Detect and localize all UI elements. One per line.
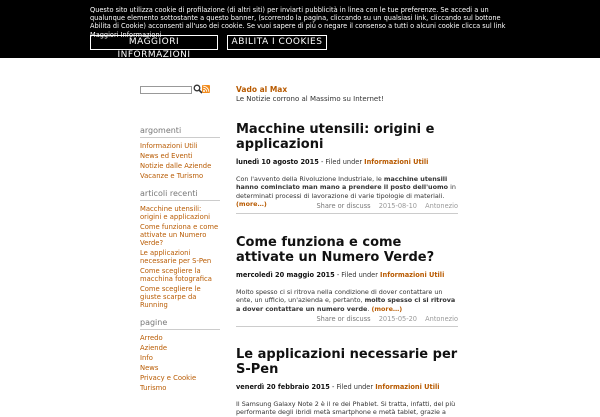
sidebar-link[interactable]: Turismo: [140, 384, 167, 392]
post: [236, 122, 458, 209]
post-date: mercoledì 20 maggio 2015: [236, 271, 335, 279]
sidebar-link[interactable]: Come funziona e come attivate un Numero Verde?: [140, 223, 219, 247]
sidebar-link[interactable]: News: [140, 364, 159, 372]
excerpt-text: .: [367, 304, 370, 313]
sidebar-heading: pagine: [140, 318, 220, 330]
post-category[interactable]: Informazioni Utili: [380, 271, 445, 279]
sidebar-link[interactable]: News ed Eventi: [140, 152, 193, 160]
sidebar-link[interactable]: Privacy e Cookie: [140, 374, 197, 382]
search-input[interactable]: [140, 86, 192, 94]
share-discuss-link[interactable]: Share or discuss: [316, 315, 371, 323]
post: [236, 235, 458, 323]
sidebar-link[interactable]: Come scegliere le giuste scarpe da Running: [140, 285, 201, 309]
post: [236, 347, 458, 417]
post-title[interactable]: Come funziona e come attivate un Numero Verde?: [236, 235, 435, 265]
excerpt-bold: macchine utensili hanno cominciato man mano a prendere il posto dell'uomo: [236, 175, 449, 192]
sidebar-link[interactable]: Come scegliere la macchina fotografica: [140, 267, 212, 283]
post-meta: [236, 158, 458, 166]
sidebar-link[interactable]: Macchine utensili: origini e applicazioni: [140, 205, 211, 221]
post-meta: [236, 271, 458, 279]
sidebar-heading: argomenti: [140, 126, 220, 138]
sidebar-pagine: [140, 318, 220, 392]
sidebar-link[interactable]: Info: [140, 354, 153, 362]
post-short-date: 2015-08-10: [378, 202, 418, 210]
cookie-text: Questo sito utilizza cookie di profilazione (di altri siti) per inviarti pubblicità in linea con le tue preferenze. Se accedi a un qualunque elemento sottostante a questo banner, (scorrendo la pagina, cliccando su un qualsiasi link, cliccando sul bottone Abilita di Cookie) acconsenti all'uso dei cookie. Se vuoi sapere di più o negare il consenso a tutti o alcuni cookie clicca sul link Maggiori Informazioni: [90, 6, 506, 39]
more-link[interactable]: (more…): [371, 304, 403, 313]
more-info-button[interactable]: MAGGIORI INFORMAZIONI: [90, 35, 218, 50]
post-short-date: 2015-05-20: [378, 315, 418, 323]
post-category[interactable]: Informazioni Utili: [364, 158, 429, 166]
sidebar-link[interactable]: Informazioni Utili: [140, 142, 198, 150]
post-footer: [236, 202, 458, 214]
post-author[interactable]: Antonezio: [425, 315, 458, 323]
excerpt-bold: molto spesso ci si ritrova a dover contattare un numero verde: [236, 296, 456, 313]
post-footer: [236, 315, 458, 327]
post-title[interactable]: Macchine utensili: origini e applicazioni: [236, 122, 435, 152]
excerpt-text: in determinati processi di lavorazione di varie tipologie di materiali.: [236, 183, 456, 200]
sidebar: [140, 126, 220, 401]
post-excerpt: [236, 288, 458, 313]
sidebar-link[interactable]: Notizie dalle Aziende: [140, 162, 212, 170]
site-title[interactable]: Vado al Max: [236, 85, 288, 94]
sidebar-link[interactable]: Aziende: [140, 344, 168, 352]
excerpt-text: Molto spesso ci si ritrova nella condizione di dover contattare un ente, un ufficio, un'azienda e, pertanto,: [236, 288, 443, 305]
sidebar-link[interactable]: Arredo: [140, 334, 163, 342]
sidebar-link[interactable]: Le applicazioni necessarie per S-Pen: [140, 249, 212, 265]
excerpt-text: Con l'avvento della Rivoluzione Industriale, le: [236, 175, 384, 183]
sidebar-heading: articoli recenti: [140, 189, 220, 201]
post-category[interactable]: Informazioni Utili: [375, 383, 440, 391]
site-tagline: Le Notizie corrono al Massimo su Internet!: [236, 95, 384, 103]
post-meta: [236, 383, 458, 391]
rss-icon[interactable]: [202, 85, 210, 93]
cookie-banner: [0, 0, 600, 58]
post-filed: - Filed under: [320, 158, 363, 166]
post-excerpt: [236, 400, 458, 417]
sidebar-link[interactable]: Vacanze e Turismo: [140, 172, 204, 180]
post-date: lunedì 10 agosto 2015: [236, 158, 319, 166]
accept-cookies-button[interactable]: ABILITA I COOKIES: [227, 35, 327, 50]
post-filed: - Filed under: [336, 271, 378, 279]
post-author[interactable]: Antonezio: [425, 202, 458, 210]
post-filed: - Filed under: [331, 383, 374, 391]
post-date: venerdì 20 febbraio 2015: [236, 383, 330, 391]
sidebar-recenti: [140, 189, 220, 309]
post-title[interactable]: Le applicazioni necessarie per S-Pen: [236, 347, 458, 377]
sidebar-argomenti: [140, 126, 220, 180]
share-discuss-link[interactable]: Share or discuss: [316, 202, 371, 210]
more-link[interactable]: (more…): [236, 200, 267, 209]
excerpt-text: Il Samsung Galaxy Note 2 è il re dei Phablet. Si tratta, infatti, del più performante degli ibridi metà smartphone e metà tablet, grazie a: [236, 400, 456, 417]
